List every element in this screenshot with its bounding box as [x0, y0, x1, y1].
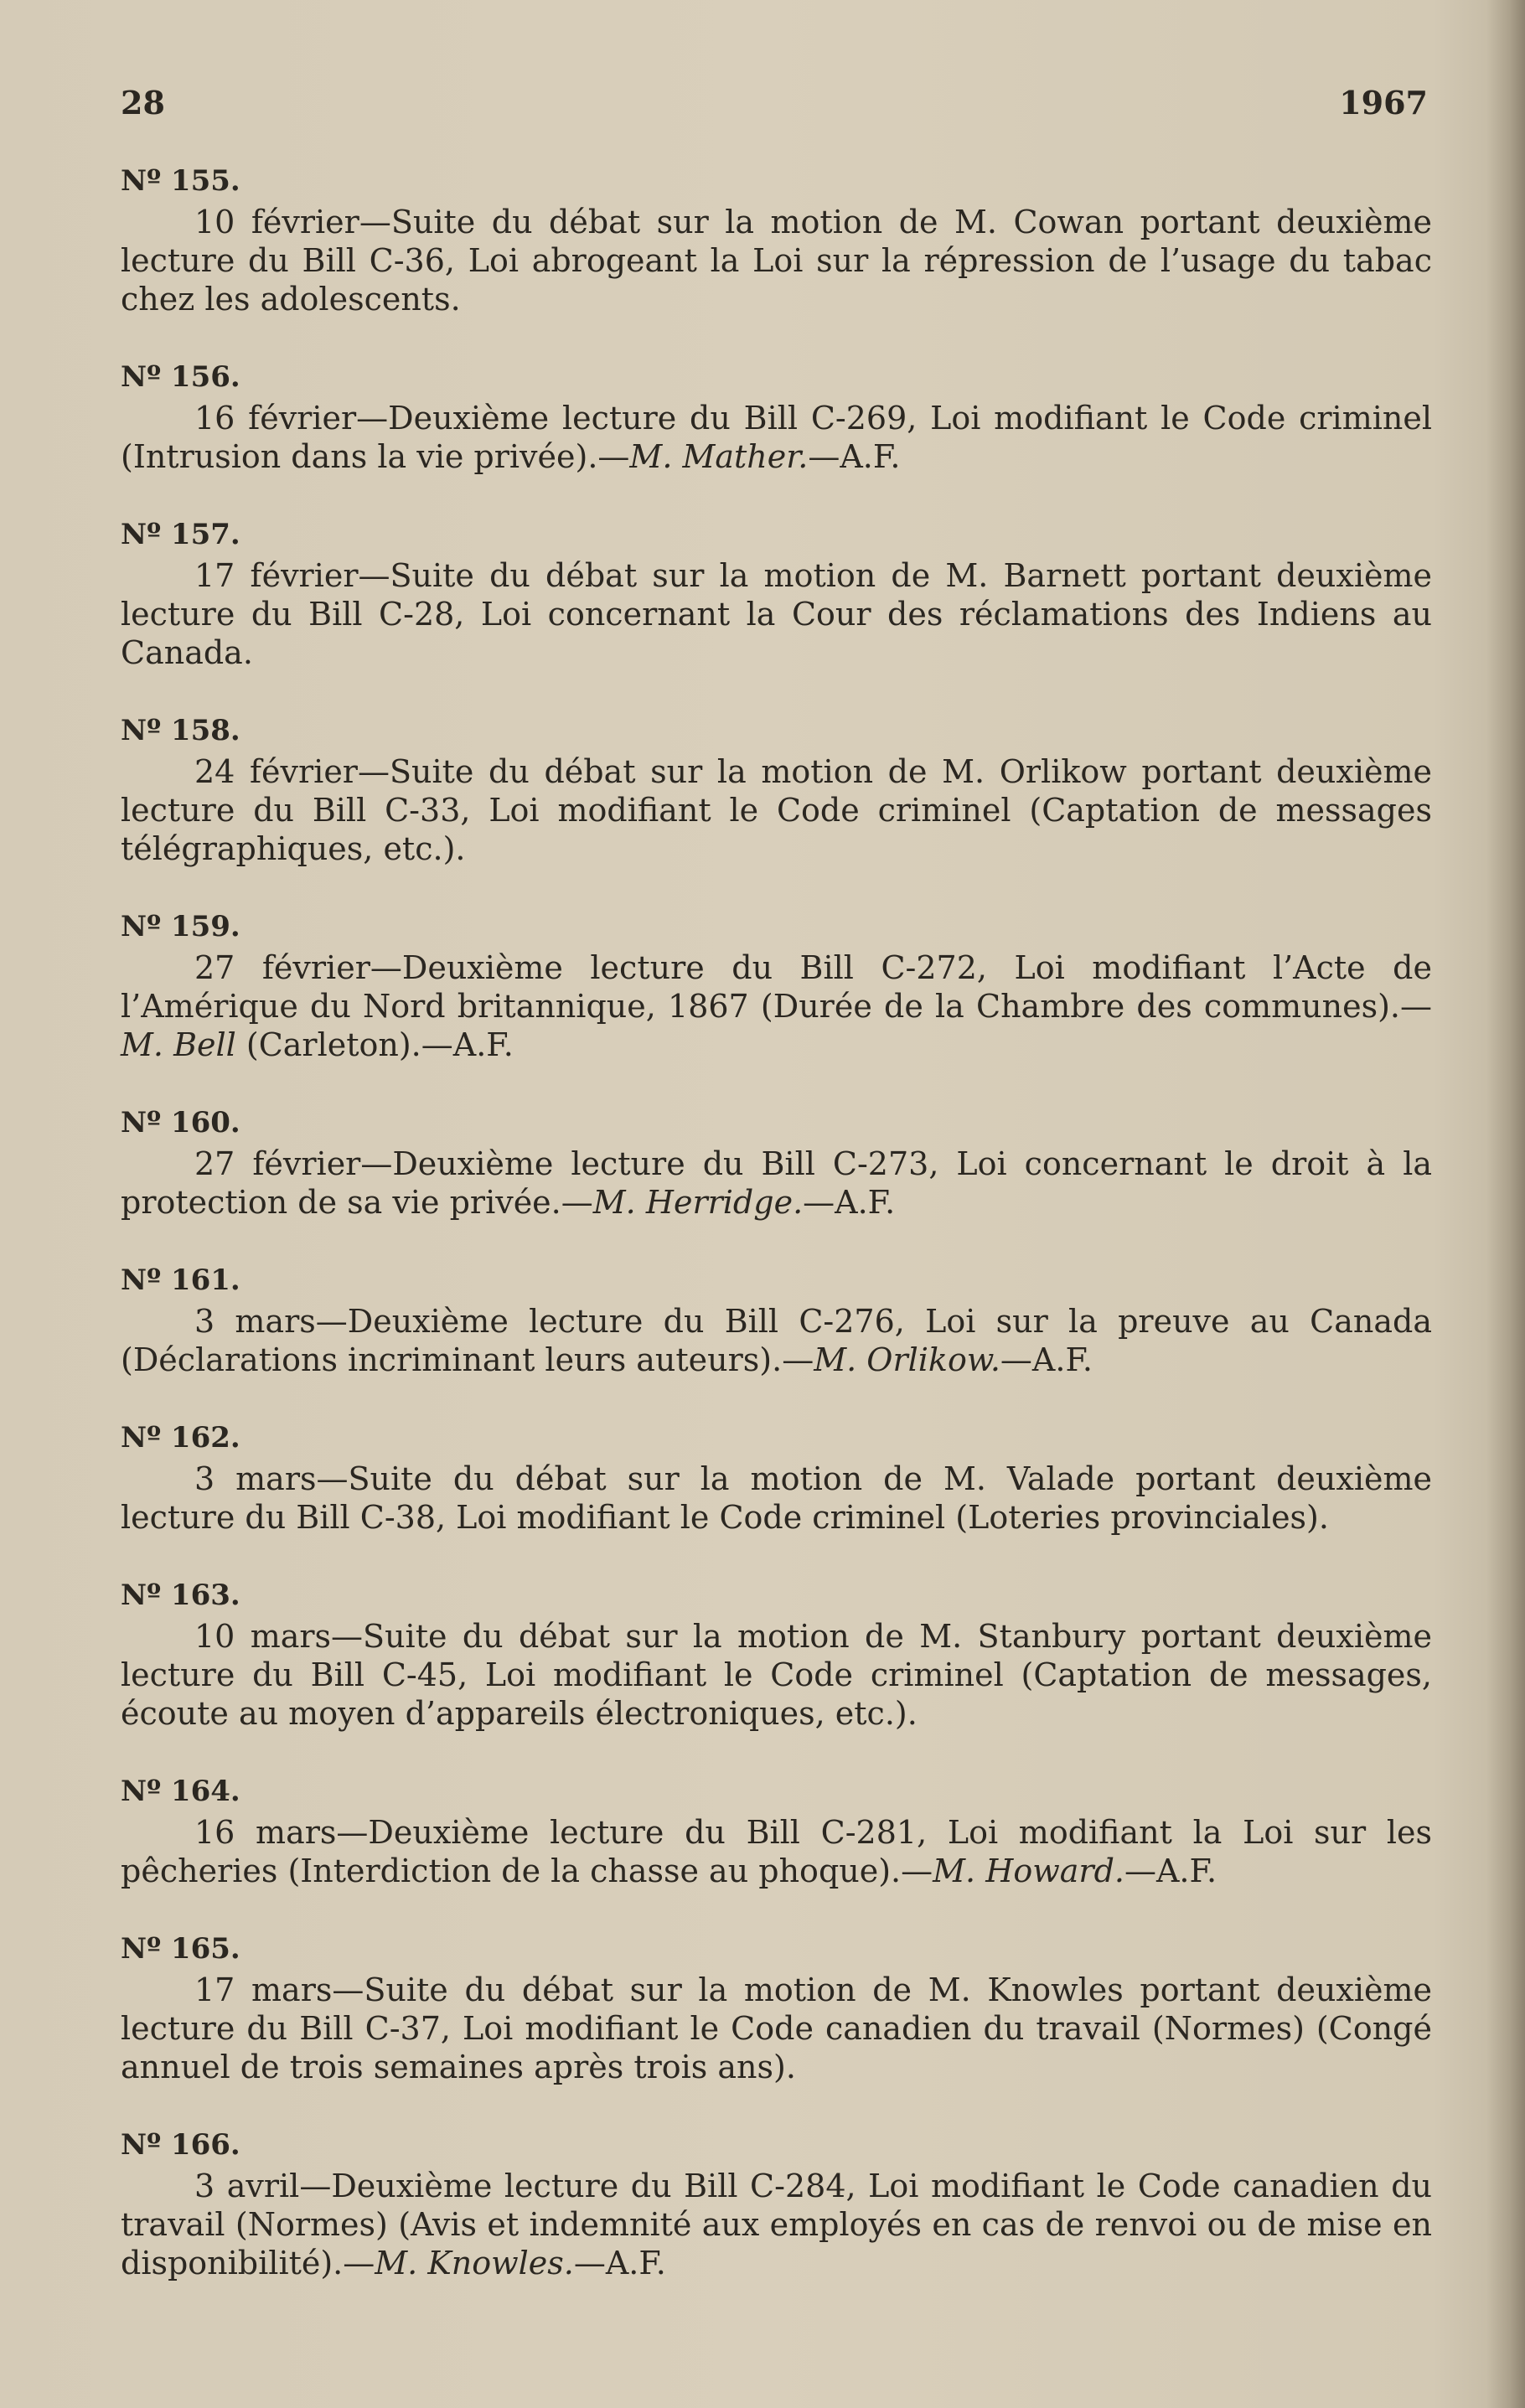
entry-number: Nº 166.	[121, 2128, 240, 2162]
entry	[121, 1104, 1432, 1222]
entry-number: Nº 164.	[121, 1775, 240, 1808]
entry	[121, 1577, 1432, 1733]
entry-number: Nº 159.	[121, 910, 240, 943]
entry	[121, 908, 1432, 1064]
entry-number: Nº 155.	[121, 164, 240, 198]
page-number: 28	[121, 84, 165, 121]
entry	[121, 359, 1432, 476]
entry-text: 16 février—Deuxième lecture du Bill C-269, Loi modifiant le Code criminel (Intrusion dans la vie privée).—M. Mather.—A.F.	[121, 400, 1432, 475]
entry-number: Nº 156.	[121, 360, 240, 394]
entry-number: Nº 160.	[121, 1106, 240, 1139]
entry-number: Nº 162.	[121, 1421, 240, 1455]
entry	[121, 712, 1432, 868]
entry-number: Nº 161.	[121, 1263, 240, 1297]
entry	[121, 1773, 1432, 1890]
entry	[121, 516, 1432, 672]
entry-text: 10 mars—Suite du débat sur la motion de M. Stanbury portant deuxième lecture du Bill C-45, Loi modifiant le Code criminel (Captation de messages, écoute au moyen d’appareils électroniques, etc.).	[121, 1618, 1432, 1732]
entry-number: Nº 157.	[121, 518, 240, 551]
entry-text: 27 février—Deuxième lecture du Bill C-273, Loi concernant le droit à la protection de sa vie privée.—M. Herridge.—A.F.	[121, 1145, 1432, 1221]
entry-number: Nº 158.	[121, 714, 240, 747]
entry-number: Nº 163.	[121, 1579, 240, 1612]
entry-text: 10 février—Suite du débat sur la motion de M. Cowan portant deuxième lecture du Bill C-36, Loi abrogeant la Loi sur la répression de l’usage du tabac chez les adolescents.	[121, 204, 1432, 318]
entry-text: 3 avril—Deuxième lecture du Bill C-284, Loi modifiant le Code canadien du travail (Normes) (Avis et indemnité aux employés en cas de renvoi ou de mise en disponibilité).—M. Knowles.—A.F.	[121, 2168, 1432, 2281]
entry	[121, 1419, 1432, 1537]
header-year: 1967	[1339, 84, 1428, 121]
entry-number: Nº 165.	[121, 1932, 240, 1966]
entry-text: 3 mars—Deuxième lecture du Bill C-276, Loi sur la preuve au Canada (Déclarations incriminant leurs auteurs).—M. Orlikow.—A.F.	[121, 1303, 1432, 1378]
entry	[121, 1930, 1432, 2086]
entries-list	[121, 163, 1432, 2323]
entry-text: 3 mars—Suite du débat sur la motion de M. Valade portant deuxième lecture du Bill C-38, Loi modifiant le Code criminel (Loteries provinciales).	[121, 1460, 1432, 1536]
entry-text: 17 mars—Suite du débat sur la motion de M. Knowles portant deuxième lecture du Bill C-37, Loi modifiant le Code canadien du travail (Normes) (Congé annuel de trois semaines après trois ans).	[121, 1971, 1432, 2085]
entry	[121, 1262, 1432, 1379]
page-edge-shadow	[1486, 0, 1525, 2408]
entry	[121, 163, 1432, 318]
page-header	[121, 84, 1428, 126]
entry-text: 24 février—Suite du débat sur la motion de M. Orlikow portant deuxième lecture du Bill C-33, Loi modifiant le Code criminel (Captation de messages télégraphiques, etc.).	[121, 753, 1432, 867]
entry-text: 16 mars—Deuxième lecture du Bill C-281, Loi modifiant la Loi sur les pêcheries (Interdiction de la chasse au phoque).—M. Howard.—A.F.	[121, 1814, 1432, 1889]
entry	[121, 2126, 1432, 2282]
entry-text: 17 février—Suite du débat sur la motion de M. Barnett portant deuxième lecture du Bill C-28, Loi concernant la Cour des réclamations des Indiens au Canada.	[121, 557, 1432, 671]
entry-text: 27 février—Deuxième lecture du Bill C-272, Loi modifiant l’Acte de l’Amérique du Nord britannique, 1867 (Durée de la Chambre des communes).—M. Bell (Carleton).—A.F.	[121, 949, 1432, 1063]
